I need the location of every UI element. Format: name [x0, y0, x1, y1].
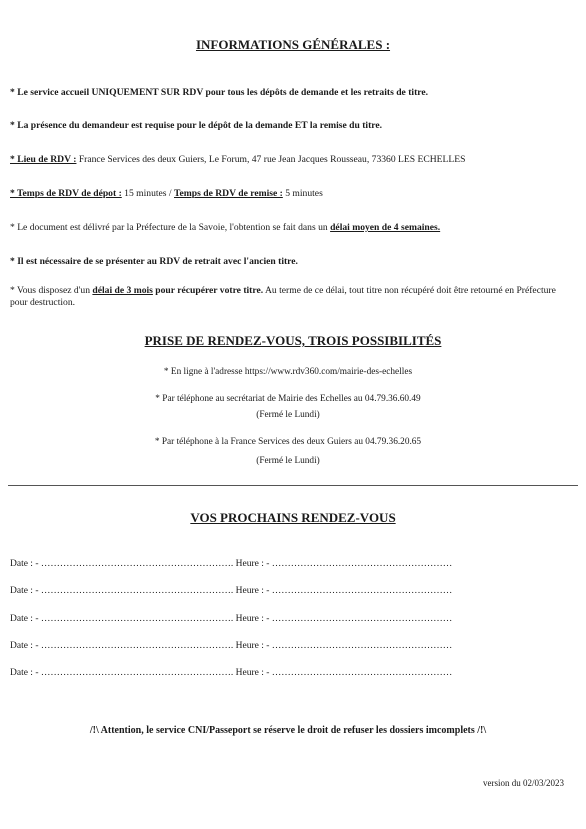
info-appointment-only: * Le service accueil UNIQUEMENT SUR RDV pour tous les dépôts de demande et les retraits de titre. [10, 87, 429, 98]
appointment-row: Date : - ……………………………………………………. Heure : - ………………………………………………… [10, 559, 453, 569]
appointments-title: VOS PROCHAINS RENDEZ-VOUS [190, 510, 396, 525]
info-durations [10, 188, 323, 200]
delay-bold: délai moyen de 4 semaines. [330, 222, 441, 233]
booking-phone-mairie-note: (Fermé le Lundi) [256, 410, 320, 420]
appointment-row: Date : - ……………………………………………………. Heure : - ………………………………………………… [10, 641, 453, 651]
deposit-duration-text: 15 minutes / [121, 188, 174, 199]
info-presence-required: * La présence du demandeur est requise pour le dépôt de la demande ET la remise du titre. [10, 120, 383, 131]
delay-text: * Le document est délivré par la Préfecture de la Savoie, l'obtention se fait dans un [10, 222, 331, 233]
info-pickup-deadline [10, 285, 570, 309]
deadline-bold-2: pour récupérer votre titre. [152, 285, 264, 296]
deposit-duration-label: * Temps de RDV de dépot : [10, 188, 122, 199]
appointment-row: Date : - ……………………………………………………. Heure : - ………………………………………………… [10, 614, 453, 624]
version-date: version du 02/03/2023 [483, 778, 564, 788]
section-divider [8, 485, 578, 486]
booking-phone-mairie: * Par téléphone au secrétariat de Mairie des Echelles au 04.79.36.60.49 [155, 394, 421, 404]
appointment-row: Date : - ……………………………………………………. Heure : - ………………………………………………… [10, 586, 453, 596]
booking-phone-france-services-note: (Fermé le Lundi) [256, 456, 320, 466]
pickup-duration-label: Temps de RDV de remise : [174, 188, 283, 199]
info-delay [10, 222, 440, 234]
warning-incomplete-files: /!\ Attention, le service CNI/Passeport se réserve le droit de refuser les dossiers imcomplets /!\ [89, 725, 487, 736]
deadline-text-2: Au terme de ce délai, tout titre non récupéré doit être retourné en Préfecture pour destruction. [10, 285, 556, 308]
pickup-duration-text: 5 minutes [282, 188, 323, 199]
booking-title: PRISE DE RENDEZ-VOUS, TROIS POSSIBILITÉS [144, 333, 442, 348]
info-old-title: * Il est nécessaire de se présenter au RDV de retrait avec l'ancien titre. [10, 256, 298, 267]
info-location [10, 154, 465, 166]
booking-phone-france-services: * Par téléphone à la France Services des deux Guiers au 04.79.36.20.65 [154, 437, 422, 447]
booking-online: * En ligne à l'adresse https://www.rdv360.com/mairie-des-echelles [163, 367, 413, 377]
appointment-row: Date : - ……………………………………………………. Heure : - ………………………………………………… [10, 668, 453, 678]
location-label: * Lieu de RDV : [10, 154, 77, 165]
deadline-bold-1: délai de 3 mois [92, 285, 153, 296]
location-text: France Services des deux Guiers, Le Forum, 47 rue Jean Jacques Rousseau, 73360 LES ECHELLES [76, 154, 466, 165]
page-title: INFORMATIONS GÉNÉRALES : [195, 37, 391, 52]
deadline-text-1: * Vous disposez d'un [10, 285, 93, 296]
